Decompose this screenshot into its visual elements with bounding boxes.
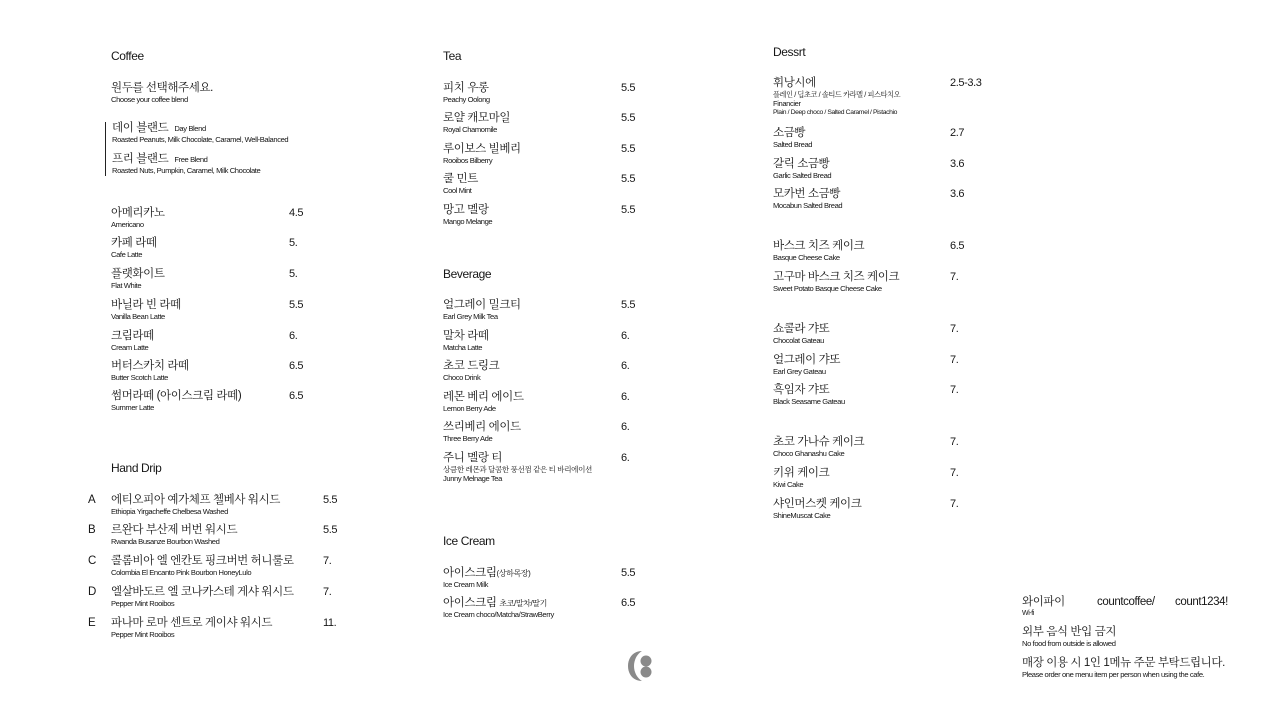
item-name-kr: 버터스카치 라떼 <box>111 360 189 372</box>
item-name-kr: 흑임자 갸또 <box>773 384 830 396</box>
item-price: 2.7 <box>950 127 965 139</box>
menu-item-hand-drip-d <box>111 586 294 608</box>
logo-crescent <box>628 651 642 681</box>
item-name-kr-detail: 초코/말차/딸기 <box>499 599 547 608</box>
item-name-en: Ice Cream Milk <box>443 580 489 589</box>
blend-option-day <box>112 122 288 153</box>
item-name-kr: 쓰리베리 에이드 <box>443 421 521 433</box>
item-name-en: Sweet Potato Basque Cheese Cake <box>773 284 882 293</box>
logo-dot-top <box>641 656 652 667</box>
item-name-kr: 썸머라떼 (아이스크림 라떼) <box>111 390 242 402</box>
item-price: 5.5 <box>621 567 636 579</box>
item-name-en: Choco Ghanashu Cake <box>773 449 845 458</box>
order-rule-notice <box>1022 657 1225 679</box>
dessert-section-title: Dessrt <box>773 45 806 59</box>
item-name-kr: 키위 케이크 <box>773 467 830 479</box>
item-name-kr: 모카번 소금빵 <box>773 188 841 200</box>
item-name-en: Flat White <box>111 281 142 290</box>
menu-item-hand-drip-b <box>111 524 237 546</box>
item-name-en: Black Seasame Gateau <box>773 397 845 406</box>
item-name-kr: 콜롬비아 엘 엔칸토 핑크버번 허니룰로 <box>111 555 294 567</box>
item-price: 5.5 <box>323 524 338 536</box>
item-name-kr: 루이보스 빌베리 <box>443 143 521 155</box>
item-price: 7. <box>950 271 959 283</box>
wifi-network-name: countcoffee/ <box>1097 596 1155 608</box>
item-name-kr: 아이스크림 <box>443 597 497 609</box>
item-price: 6. <box>621 421 630 433</box>
item-letter: D <box>88 586 96 598</box>
menu-item-sweet-potato-basque <box>773 271 899 293</box>
menu-item-mocabun-salted-bread <box>773 188 842 210</box>
item-name-en: Matcha Latte <box>443 343 483 352</box>
item-name-en: Pepper Mint Rooibos <box>111 599 175 608</box>
menu-item-flat-white <box>111 268 165 290</box>
item-flavors-kr: 플레인 / 딥초코 / 솔티드 카라멜 / 피스타치오 <box>773 90 901 99</box>
item-name-kr: 갈릭 소금빵 <box>773 158 830 170</box>
item-letter: B <box>88 524 96 536</box>
menu-item-ice-cream-milk <box>443 567 530 589</box>
item-name-en: Junny Melnage Tea <box>443 474 502 483</box>
item-name-kr: 파나마 로마 센트로 게이샤 워시드 <box>111 617 273 629</box>
item-name-kr: 얼그레이 밀크티 <box>443 299 521 311</box>
item-name-en: Financier <box>773 99 801 108</box>
item-name-en: Ice Cream choco/Matcha/StrawBerry <box>443 610 554 619</box>
item-name-en: Vanilla Bean Latte <box>111 312 165 321</box>
menu-item-salted-bread <box>773 127 812 149</box>
item-name-kr: 쇼콜라 갸또 <box>773 323 830 335</box>
blend-name-kr: 프리 블랜드 <box>112 153 169 165</box>
menu-item-peachy-oolong <box>443 82 490 104</box>
blend-options <box>105 122 288 176</box>
item-name-en: Choco Drink <box>443 373 481 382</box>
item-name-kr: 레몬 베리 에이드 <box>443 391 524 403</box>
menu-item-junny-melange-tea <box>443 452 592 483</box>
item-name-en: Lemon Berry Ade <box>443 404 496 413</box>
blend-notes: Roasted Nuts, Pumpkin, Caramel, Milk Chocolate <box>112 166 261 175</box>
blend-notes: Roasted Peanuts, Milk Chocolate, Caramel, Well-Balanced <box>112 135 289 144</box>
menu-item-ice-cream-flavors <box>443 597 554 619</box>
menu-item-three-berry-ade <box>443 421 521 443</box>
item-price: 5.5 <box>621 112 636 124</box>
item-price: 7. <box>950 384 959 396</box>
item-name-kr: 카페 라떼 <box>111 237 157 249</box>
item-name-kr: 르완다 부산제 버번 워시드 <box>111 524 238 536</box>
wifi-label-en: Wi-fi <box>1022 610 1034 617</box>
item-name-en: Kiwi Cake <box>773 480 804 489</box>
coffee-section-title: Coffee <box>111 49 144 63</box>
menu-item-choco-drink <box>443 360 499 382</box>
item-name-en: Basque Cheese Cake <box>773 253 840 262</box>
blend-name-kr: 데이 블랜드 <box>112 122 169 134</box>
notice-kr: 매장 이용 시 1인 1메뉴 주문 부탁드립니다. <box>1022 657 1225 669</box>
item-name-en: Mocabun Salted Bread <box>773 201 843 210</box>
coffee-blend-prompt <box>111 82 213 104</box>
item-price: 6. <box>289 330 298 342</box>
item-name-kr: 엘살바도르 엘 코나카스테 게샤 워시드 <box>111 586 294 598</box>
item-name-kr: 피치 우롱 <box>443 82 489 94</box>
item-name-kr: 초코 가나슈 케이크 <box>773 436 865 448</box>
item-name-kr: 플랫화이트 <box>111 268 165 280</box>
item-price: 6.5 <box>950 240 965 252</box>
count-coffee-logo-icon <box>626 648 654 684</box>
ice-cream-section-title: Ice Cream <box>443 534 495 548</box>
blend-name-en: Day Blend <box>174 124 206 133</box>
item-price: 5.5 <box>621 204 636 216</box>
item-price: 5.5 <box>621 143 636 155</box>
item-price: 6.5 <box>289 360 304 372</box>
item-name-en: Rooibos Bilberry <box>443 156 493 165</box>
item-name-en: Royal Chamomile <box>443 125 497 134</box>
item-letter: C <box>88 555 96 567</box>
menu-item-hand-drip-e <box>111 617 272 639</box>
item-name-kr: 아이스크림 <box>443 567 497 579</box>
item-price: 7. <box>950 354 959 366</box>
item-name-en: ShineMuscat Cake <box>773 511 831 520</box>
item-price: 5. <box>289 268 298 280</box>
item-price: 5. <box>289 237 298 249</box>
menu-item-matcha-latte <box>443 330 489 352</box>
item-name-kr: 바닐라 빈 라떼 <box>111 299 181 311</box>
item-name-en: Ethiopia Yirgacheffe Chelbesa Washed <box>111 507 228 516</box>
menu-item-financier <box>773 77 900 117</box>
menu-item-mango-melange <box>443 204 492 226</box>
blend-prompt-en: Choose your coffee blend <box>111 95 188 104</box>
menu-item-vanilla-bean-latte <box>111 299 181 321</box>
wifi-password: count1234! <box>1175 596 1228 608</box>
item-price: 5.5 <box>323 494 338 506</box>
menu-item-cool-mint <box>443 173 478 195</box>
item-name-en: Peachy Oolong <box>443 95 490 104</box>
item-name-kr: 바스크 치즈 케이크 <box>773 240 865 252</box>
menu-item-earl-grey-gateau <box>773 354 840 376</box>
item-price: 5.5 <box>621 82 636 94</box>
menu-item-rooibos-bilberry <box>443 143 521 165</box>
menu-item-shine-muscat-cake <box>773 498 861 520</box>
menu-item-black-sesame-gateau <box>773 384 845 406</box>
menu-item-chocolat-gateau <box>773 323 829 345</box>
menu-item-basque-cheese-cake <box>773 240 864 262</box>
menu-item-hand-drip-a <box>111 494 280 516</box>
blend-prompt-kr: 원두를 선택해주세요. <box>111 82 213 94</box>
hand-drip-section-title: Hand Drip <box>111 461 162 475</box>
item-name-en: Mango Melange <box>443 217 493 226</box>
item-price: 5.5 <box>621 299 636 311</box>
menu-item-garlic-salted-bread <box>773 158 831 180</box>
item-price: 6.5 <box>621 597 636 609</box>
item-name-kr: 말차 라떼 <box>443 330 489 342</box>
item-price: 4.5 <box>289 207 304 219</box>
item-price: 3.6 <box>950 158 965 170</box>
item-price: 3.6 <box>950 188 965 200</box>
item-flavors-en: Plain / Deep choco / Salted Caramel / Pistachio <box>773 109 898 116</box>
logo-mark <box>626 648 654 684</box>
item-name-en: Chocolat Gateau <box>773 336 824 345</box>
item-price: 6. <box>621 360 630 372</box>
item-price: 7. <box>323 586 332 598</box>
menu-item-earl-grey-milk-tea <box>443 299 521 321</box>
menu-item-butter-scotch-latte <box>111 360 189 382</box>
item-name-en: Colombia El Encanto Pink Bourbon HoneyLulo <box>111 568 252 577</box>
item-price: 7. <box>323 555 332 567</box>
item-name-en: Earl Grey Gateau <box>773 367 826 376</box>
item-name-kr: 고구마 바스크 치즈 케이크 <box>773 271 900 283</box>
item-price: 7. <box>950 498 959 510</box>
item-name-en: Garlic Salted Bread <box>773 171 832 180</box>
item-price: 5.5 <box>289 299 304 311</box>
item-name-kr: 로얄 캐모마일 <box>443 112 511 124</box>
item-name-en: Summer Latte <box>111 403 154 412</box>
tea-section-title: Tea <box>443 49 462 63</box>
menu-item-hand-drip-c <box>111 555 294 577</box>
item-price: 5.5 <box>621 173 636 185</box>
menu-item-americano <box>111 207 165 229</box>
menu-item-kiwi-cake <box>773 467 829 489</box>
item-price: 11. <box>323 617 337 629</box>
item-letter: A <box>88 494 96 506</box>
menu-item-cream-latte <box>111 330 154 352</box>
item-price: 7. <box>950 323 959 335</box>
menu-item-summer-latte <box>111 390 241 412</box>
item-name-en: Rwanda Busanze Bourbon Washed <box>111 537 220 546</box>
item-name-en: Cafe Latte <box>111 250 143 259</box>
item-name-kr: 얼그레이 갸또 <box>773 354 841 366</box>
wifi-label-kr: 와이파이 <box>1022 596 1065 608</box>
item-price: 6. <box>621 452 630 464</box>
item-name-en: Salted Bread <box>773 140 813 149</box>
item-name-kr: 쿨 민트 <box>443 173 478 185</box>
item-name-en: Americano <box>111 220 144 229</box>
menu-item-cafe-latte <box>111 237 157 259</box>
menu-item-lemon-berry-ade <box>443 391 524 413</box>
item-name-kr: 초코 드링크 <box>443 360 500 372</box>
menu-item-royal-chamomile <box>443 112 510 134</box>
item-name-en: Earl Grey Milk Tea <box>443 312 498 321</box>
item-name-en: Cream Latte <box>111 343 149 352</box>
logo-dot-bottom <box>641 667 652 678</box>
item-name-kr: 휘낭시에 <box>773 77 816 89</box>
notice-kr: 외부 음식 반입 금지 <box>1022 626 1117 638</box>
notice-en: Please order one menu item per person when using the cafe. <box>1022 670 1205 679</box>
item-price: 2.5-3.3 <box>950 77 982 89</box>
item-price: 6.5 <box>289 390 304 402</box>
blend-option-free <box>112 153 288 175</box>
item-name-en: Three Berry Ade <box>443 434 493 443</box>
item-name-en: Butter Scotch Latte <box>111 373 168 382</box>
item-name-kr: 샤인머스켓 케이크 <box>773 498 862 510</box>
item-name-kr: 소금빵 <box>773 127 806 139</box>
item-name-kr: 크림라떼 <box>111 330 154 342</box>
item-letter: E <box>88 617 96 629</box>
item-name-kr: 망고 멜랑 <box>443 204 489 216</box>
item-name-en: Pepper Mint Rooibos <box>111 630 175 639</box>
item-name-en: Cool Mint <box>443 186 472 195</box>
item-name-kr: 아메리카노 <box>111 207 165 219</box>
item-name-kr-detail: (상하목장) <box>496 569 531 578</box>
item-price: 6. <box>621 330 630 342</box>
item-price: 7. <box>950 467 959 479</box>
item-name-kr: 에티오피아 예가체프 첼베사 워시드 <box>111 494 281 506</box>
item-price: 7. <box>950 436 959 448</box>
menu-item-choco-ganache-cake <box>773 436 864 458</box>
item-price: 6. <box>621 391 630 403</box>
wifi-info <box>1022 596 1065 618</box>
outside-food-notice <box>1022 626 1116 648</box>
notice-en: No food from outside is allowed <box>1022 639 1116 648</box>
blend-name-en: Free Blend <box>174 155 208 164</box>
item-name-kr: 주니 멜랑 티 <box>443 452 503 464</box>
beverage-section-title: Beverage <box>443 267 492 281</box>
item-description-kr: 상큼한 레몬과 달콤한 풍선껌 같은 티 바리에이션 <box>443 465 592 474</box>
